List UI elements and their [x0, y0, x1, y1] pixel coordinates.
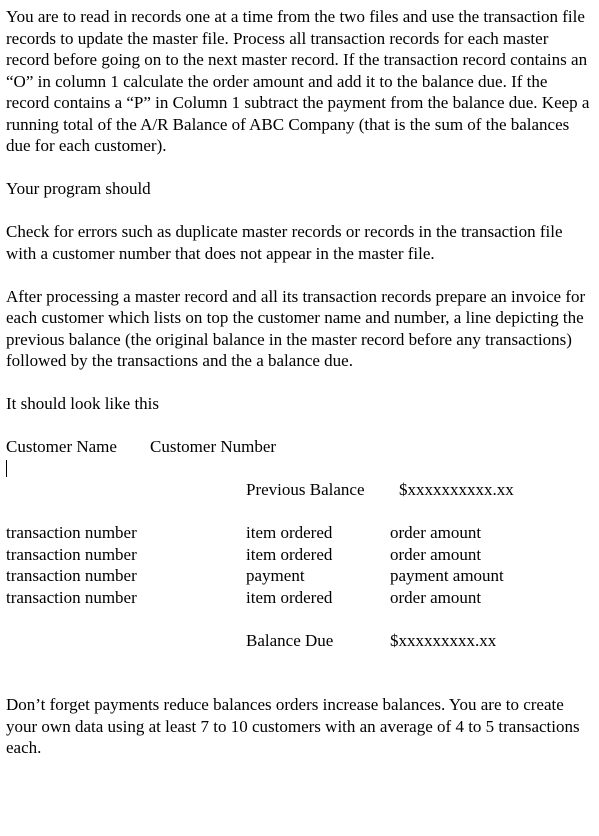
paragraph-reminder: Don’t forget payments reduce balances orders increase balances. You are to create your own data using at least 7 to 10 customers with an average of 4 to 5 transactions each. — [6, 695, 580, 757]
transaction-number: transaction number — [6, 566, 137, 585]
transaction-row — [6, 587, 591, 609]
paragraph-invoice-description: After processing a master record and all its transaction records prepare an invoice for each customer which lists on top the customer name and number, a line depicting the previous balance (the original balance in the master record before any transactions) followed by the transactions and the a balance due. — [6, 286, 586, 370]
invoice-example — [6, 436, 591, 651]
transaction-row — [6, 544, 591, 566]
text-cursor-row — [6, 458, 591, 480]
transaction-type: payment — [246, 566, 305, 585]
transaction-type: item ordered — [246, 544, 333, 564]
paragraph-instructions: You are to read in records one at a time from the two files and use the transaction file records to update the master file. Process all transaction records for each master record before going on to the next master record. If the transaction record contains an “O” in column 1 calculate the order amount and add it to the balance due. If the record contains a “P” in Column 1 subtract the payment from the balance due. Keep a running total of the A/R Balance of ABC Company (that is the sum of the balances due for each customer). — [6, 7, 590, 155]
transaction-amount: payment amount — [390, 566, 504, 585]
transactions-list — [6, 522, 591, 608]
transaction-row — [6, 565, 591, 587]
transaction-amount: order amount — [390, 544, 482, 564]
transaction-amount: order amount — [390, 523, 482, 542]
customer-name-label: Customer Name — [6, 437, 117, 456]
balance-due-label: Balance Due — [246, 630, 334, 650]
invoice-header-row — [6, 436, 591, 458]
previous-balance-row — [6, 479, 591, 501]
transaction-number: transaction number — [6, 587, 137, 607]
customer-number-label: Customer Number — [150, 437, 277, 456]
transaction-number: transaction number — [6, 523, 137, 542]
balance-due-value: $xxxxxxxxx.xx — [390, 630, 497, 650]
transaction-type: item ordered — [246, 523, 333, 542]
previous-balance-label: Previous Balance — [246, 480, 365, 499]
transaction-row — [6, 522, 591, 544]
previous-balance-value: $xxxxxxxxxx.xx — [399, 480, 514, 499]
document-body — [6, 6, 591, 759]
paragraph-look-like: It should look like this — [6, 394, 159, 413]
text-cursor — [6, 460, 7, 477]
transaction-number: transaction number — [6, 544, 137, 564]
balance-due-row — [6, 630, 591, 652]
paragraph-error-check: Check for errors such as duplicate master records or records in the transaction file with a customer number that does not appear in the master file. — [6, 222, 563, 263]
transaction-amount: order amount — [390, 587, 482, 607]
transaction-type: item ordered — [246, 587, 333, 607]
paragraph-program-should: Your program should — [6, 179, 151, 198]
